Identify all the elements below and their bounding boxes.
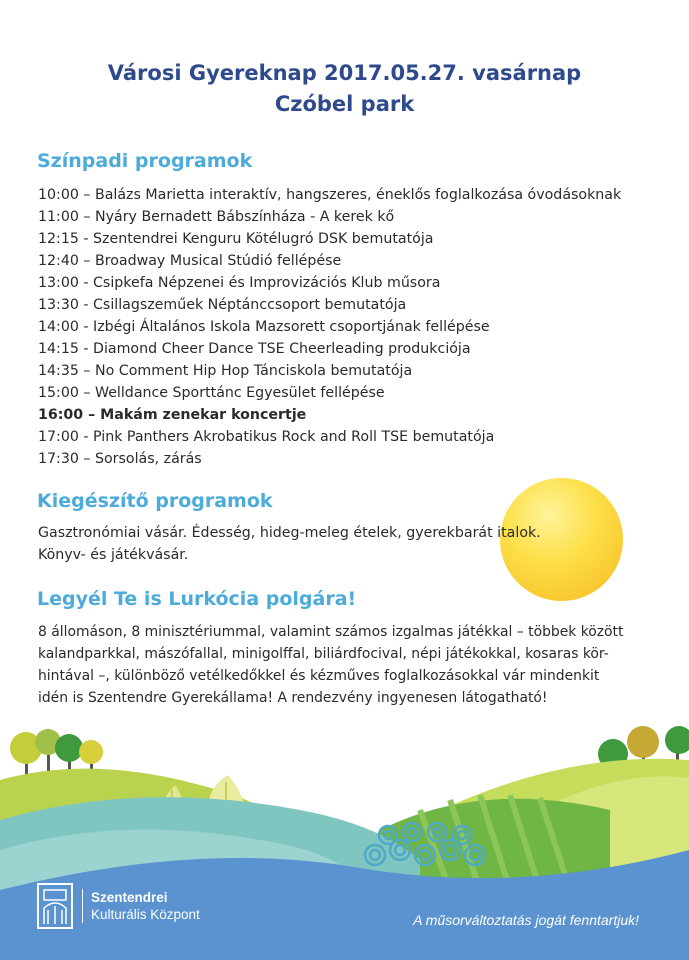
program-item: 16:00 – Makám zenekar koncertje xyxy=(38,407,307,423)
stage-program-list xyxy=(38,184,621,470)
paragraph-line: kalandparkkal, mászófallal, minigolffal, biliárdfocival, népi játékokkal, kosaras kör- xyxy=(38,646,609,662)
extra-line-food: Gasztronómiai vásár. Édesség, hideg-meleg ételek, gyerekbarát italok. xyxy=(38,525,541,541)
program-item: 17:30 – Sorsolás, zárás xyxy=(38,451,202,467)
program-item: 14:15 - Diamond Cheer Dance TSE Cheerleading produkciója xyxy=(38,341,471,357)
stage-programs-heading: Színpadi programok xyxy=(37,150,253,172)
program-item: 10:00 – Balázs Marietta interaktív, hangszeres, éneklős foglalkozása óvodásoknak xyxy=(38,187,622,203)
extra-programs-text xyxy=(38,522,541,566)
program-item: 12:15 - Szentendrei Kenguru Kötélugró DSK bemutatója xyxy=(38,231,434,247)
extra-programs-heading: Kiegészítő programok xyxy=(37,490,273,512)
program-item: 15:00 – Welldance Sporttánc Egyesület fellépése xyxy=(38,385,385,401)
title-line-venue: Czóbel park xyxy=(274,92,415,116)
lurkocia-paragraph xyxy=(38,621,658,709)
lurkocia-heading: Legyél Te is Lurkócia polgára! xyxy=(37,588,357,610)
paragraph-line: 8 állomáson, 8 minisztériummal, valamint számos izgalmas játékkal – többek között xyxy=(38,624,624,640)
program-change-disclaimer: A műsorváltoztatás jogát fenntartjuk! xyxy=(413,912,639,928)
program-item: 13:00 - Csipkefa Népzenei és Improvizációs Klub műsora xyxy=(38,275,441,291)
logo-text xyxy=(82,889,200,923)
poster-title xyxy=(0,58,689,120)
logo-line-1: Szentendrei xyxy=(91,890,168,905)
logo-line-2: Kulturális Központ xyxy=(91,907,200,922)
paragraph-line: idén is Szentendre Gyerekállama! A rendezvény ingyenesen látogatható! xyxy=(38,690,548,706)
program-item: 11:00 – Nyáry Bernadett Bábszínháza - A kerek kő xyxy=(38,209,395,225)
program-item: 14:35 – No Comment Hip Hop Tánciskola bemutatója xyxy=(38,363,413,379)
program-item: 14:00 - Izbégi Általános Iskola Mazsorett csoportjának fellépése xyxy=(38,319,490,335)
title-line-event: Városi Gyereknap 2017.05.27. vasárnap xyxy=(107,61,582,85)
extra-line-books: Könyv- és játékvásár. xyxy=(38,547,189,563)
program-item: 17:00 - Pink Panthers Akrobatikus Rock and Roll TSE bemutatója xyxy=(38,429,495,445)
szentendre-logo xyxy=(36,880,200,932)
program-item: 12:40 – Broadway Musical Stúdió fellépése xyxy=(38,253,342,269)
paragraph-line: hintával –, különböző vetélkedőkkel és kézműves foglalkozásokkal vár mindenkit xyxy=(38,668,600,684)
program-item: 13:30 - Csillagszeműek Néptánccsoport bemutatója xyxy=(38,297,407,313)
building-icon xyxy=(36,880,74,932)
